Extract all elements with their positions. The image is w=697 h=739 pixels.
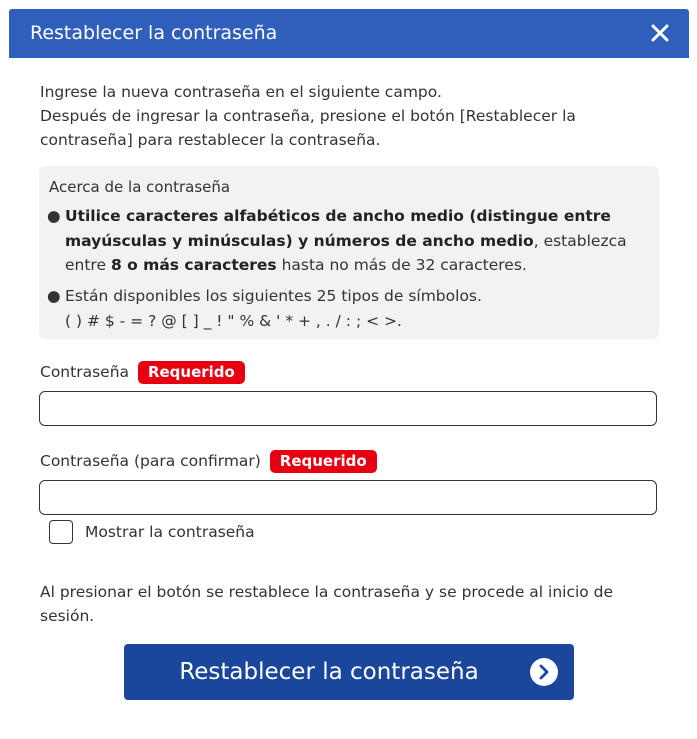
dialog-title: Restablecer la contraseña — [30, 22, 278, 44]
dialog-header — [9, 9, 689, 58]
close-icon[interactable] — [645, 18, 675, 48]
info-title: Acerca de la contraseña — [49, 178, 231, 196]
intro-line: Ingrese la nueva contraseña en el siguiente campo. — [40, 83, 442, 101]
info-text: entre — [65, 256, 111, 274]
password-label-row — [40, 361, 245, 384]
bullet-icon: ● — [47, 287, 61, 305]
reset-password-button[interactable] — [124, 644, 574, 700]
submit-note — [40, 580, 640, 628]
info-text: hasta no más de 32 caracteres. — [276, 256, 527, 274]
password-confirm-input[interactable] — [39, 480, 657, 515]
symbol-list: ( ) # $ - = ? @ [ ] _ ! " % & ' * + , . / : ; < >. — [65, 311, 402, 330]
password-confirm-label: Contraseña (para confirmar) — [40, 452, 261, 470]
info-bullet-chars — [47, 204, 645, 278]
info-text: Están disponibles los siguientes 25 tipos de símbolos. — [65, 287, 482, 305]
password-confirm-label-row — [40, 450, 377, 473]
info-bold: 8 o más caracteres — [110, 256, 277, 274]
bullet-icon: ● — [47, 207, 61, 225]
required-badge: Requerido — [138, 361, 245, 384]
intro-line: Después de ingresar la contraseña, presione el botón [Restablecer la — [40, 107, 576, 125]
intro-line: contraseña] para restablecer la contraseña. — [40, 131, 381, 149]
info-text: , establezca — [533, 231, 627, 250]
password-input[interactable] — [39, 391, 657, 426]
password-label: Contraseña — [40, 363, 130, 381]
info-bold: mayúsculas y minúsculas) y números de ancho medio — [65, 231, 534, 250]
required-badge: Requerido — [270, 450, 377, 473]
chevron-right-circle-icon — [529, 657, 559, 687]
show-password-checkbox[interactable] — [49, 520, 73, 544]
info-bold: Utilice caracteres alfabéticos de ancho medio (distingue entre — [65, 207, 611, 225]
info-bullet-symbols — [47, 284, 645, 333]
password-info-box — [39, 166, 659, 339]
show-password-label[interactable]: Mostrar la contraseña — [85, 523, 255, 541]
note-line: Al presionar el botón se restablece la contraseña y se procede al inicio de — [40, 583, 614, 601]
reset-password-button-label: Restablecer la contraseña — [179, 659, 479, 685]
note-line: sesión. — [40, 607, 95, 625]
intro-text — [40, 80, 640, 152]
